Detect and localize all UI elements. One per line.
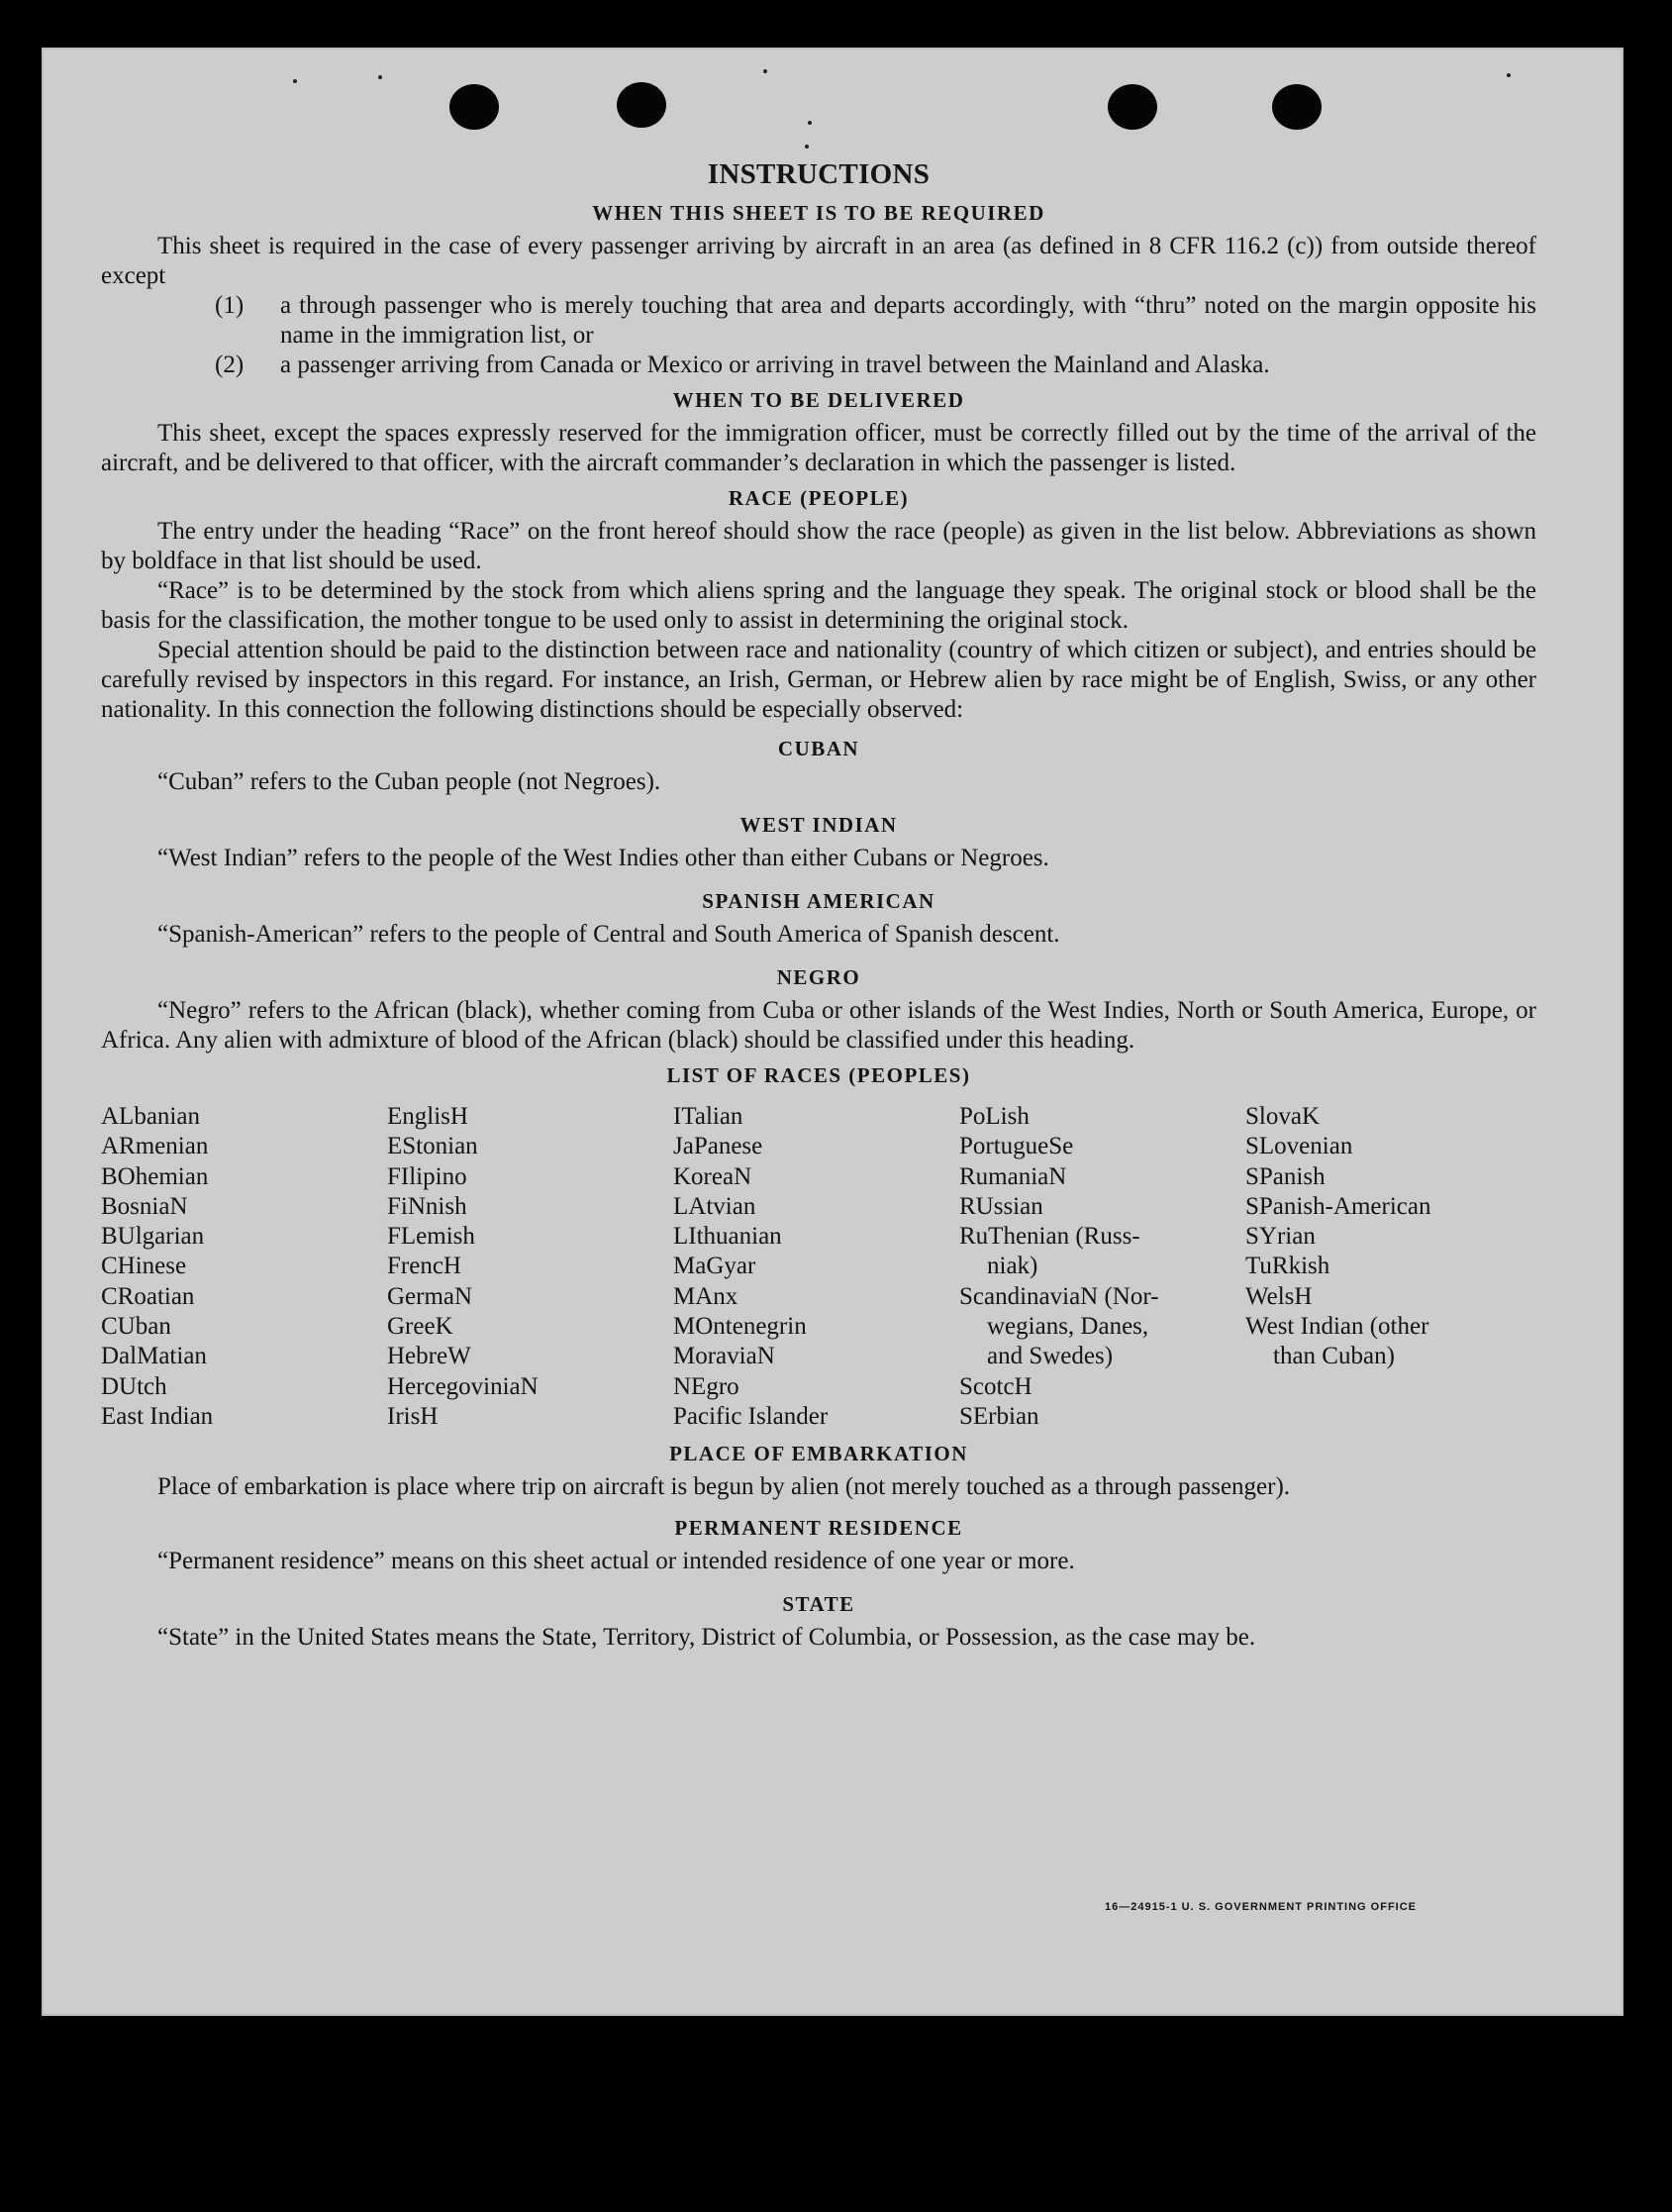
race-entry: DUtch (101, 1372, 167, 1400)
race-entry-continuation: and Swedes) (987, 1343, 1114, 1370)
race-entry-continuation: than Cuban) (1273, 1343, 1395, 1370)
race-entry: IrisH (387, 1402, 439, 1430)
race-entry: TuRkish (1245, 1253, 1330, 1280)
race-paragraph-2: “Race” is to be determined by the stock from which aliens spring and the language they speak. The original stock or blood shall be the basis for the classification, the mother tongue to be used only to assist in determining the original stock. (101, 577, 1536, 634)
dust-speck (378, 75, 382, 79)
race-entry: NEgro (673, 1372, 739, 1400)
race-entry: FIlipino (387, 1162, 467, 1190)
race-entry-continuation: wegians, Danes, (987, 1313, 1149, 1341)
race-entry: ScandinaviaN (Nor- (959, 1282, 1159, 1310)
section-heading-state: STATE (782, 1592, 855, 1617)
race-column-1 (101, 1102, 387, 1432)
exception-item-1 (215, 291, 1536, 351)
race-entry: BosniaN (101, 1192, 188, 1220)
race-entry: SYrian (1245, 1223, 1316, 1251)
race-entry: SErbian (959, 1402, 1039, 1430)
race-entry: FLemish (387, 1223, 475, 1251)
dust-speck (293, 79, 297, 83)
race-entry: LAtvian (673, 1192, 756, 1220)
punch-hole-4 (1272, 84, 1322, 130)
race-entry: BOhemian (101, 1162, 209, 1190)
dust-speck (805, 145, 809, 149)
race-entry: PoLish (959, 1103, 1030, 1130)
exception-text: a through passenger who is merely touching that area and departs accordingly, with “thru” noted on the margin opposite his name in the immigration list, or (280, 292, 1536, 349)
race-entry: SLovenian (1245, 1133, 1353, 1160)
exception-text: a passenger arriving from Canada or Mexico or arriving in travel between the Mainland and Alaska. (280, 352, 1270, 378)
west-indian-text: “West Indian” refers to the people of the West Indies other than either Cubans or Negroes. (157, 845, 1049, 871)
race-entry: WelsH (1245, 1282, 1313, 1310)
dust-speck (1507, 73, 1511, 77)
race-entry-continuation: niak) (987, 1253, 1038, 1280)
race-column-5 (1245, 1102, 1531, 1432)
exception-number: (2) (215, 352, 245, 378)
section-heading-race: RACE (PEOPLE) (728, 486, 910, 510)
race-entry: PortugueSe (959, 1133, 1074, 1160)
race-entry: KoreaN (673, 1162, 752, 1190)
punch-hole-3 (1108, 84, 1157, 130)
race-list (101, 1102, 1536, 1432)
race-entry: GermaN (387, 1282, 473, 1310)
printer-imprint: 16—24915-1 U. S. GOVERNMENT PRINTING OFFICE (1105, 1901, 1418, 1913)
race-entry: FrencH (387, 1253, 461, 1280)
race-column-3 (673, 1102, 959, 1432)
race-paragraph-1: The entry under the heading “Race” on the front hereof should show the race (people) as given in the list below. Abbreviations as shown by boldface in that list should be used. (101, 518, 1536, 574)
exception-item-2 (215, 351, 1536, 380)
race-entry: JaPanese (673, 1133, 763, 1160)
race-entry: West Indian (other (1245, 1313, 1429, 1341)
race-entry: Pacific Islander (673, 1402, 829, 1430)
residence-text: “Permanent residence” means on this sheet actual or intended residence of one year or more. (157, 1548, 1075, 1575)
race-entry: LIthuanian (673, 1223, 782, 1251)
race-column-4 (959, 1102, 1245, 1432)
race-entry: HercegoviniaN (387, 1372, 539, 1400)
race-entry: SPanish (1245, 1162, 1326, 1190)
section-heading-required: WHEN THIS SHEET IS TO BE REQUIRED (592, 201, 1045, 225)
document-page (42, 48, 1623, 2016)
section-heading-cuban: CUBAN (777, 737, 860, 760)
race-entry: BUlgarian (101, 1223, 205, 1251)
race-entry: RUssian (959, 1192, 1043, 1220)
dust-speck (763, 69, 767, 73)
race-entry: CUban (101, 1313, 171, 1341)
race-column-2 (387, 1102, 673, 1432)
race-entry: MAnx (673, 1282, 738, 1310)
section-heading-delivered: WHEN TO BE DELIVERED (672, 388, 965, 412)
race-entry: FiNnish (387, 1192, 467, 1220)
punch-hole-2 (617, 82, 666, 128)
race-entry: GreeK (387, 1313, 453, 1341)
cuban-text: “Cuban” refers to the Cuban people (not Negroes). (157, 768, 661, 795)
race-entry: MoraviaN (673, 1343, 775, 1370)
race-entry: DalMatian (101, 1343, 207, 1370)
race-entry: EStonian (387, 1133, 478, 1160)
race-entry: East Indian (101, 1402, 214, 1430)
section-heading-residence: PERMANENT RESIDENCE (674, 1516, 963, 1541)
race-entry: CRoatian (101, 1282, 195, 1310)
exception-number: (1) (215, 292, 245, 319)
race-entry: MOntenegrin (673, 1313, 807, 1341)
race-entry: MaGyar (673, 1253, 756, 1280)
section-heading-west-indian: WEST INDIAN (739, 813, 898, 837)
race-entry: ITalian (673, 1103, 743, 1130)
race-entry: RumaniaN (959, 1162, 1067, 1190)
section-heading-spanish-american: SPANISH AMERICAN (702, 889, 935, 913)
state-text: “State” in the United States means the State, Territory, District of Columbia, or Possession, as the case may be. (157, 1624, 1256, 1652)
race-entry: RuThenian (Russ- (959, 1223, 1140, 1251)
race-entry: EnglisH (387, 1103, 468, 1130)
punch-hole-1 (449, 84, 499, 130)
race-entry: ScotcH (959, 1372, 1033, 1400)
section-heading-embarkation: PLACE OF EMBARKATION (669, 1442, 968, 1466)
required-intro: This sheet is required in the case of every passenger arriving by aircraft in an area (as defined in 8 CFR 116.2 (c)) from outside thereof except (101, 233, 1536, 289)
section-heading-negro: NEGRO (776, 965, 861, 989)
section-heading-race-list: LIST OF RACES (PEOPLES) (666, 1063, 971, 1087)
race-entry: SPanish-American (1245, 1192, 1431, 1220)
race-entry: ARmenian (101, 1133, 209, 1160)
dust-speck (808, 121, 812, 125)
delivered-text: This sheet, except the spaces expressly reserved for the immigration officer, must be correctly filled out by the time of the arrival of the aircraft, and be delivered to that officer, with the aircraft commander’s declaration in which the passenger is listed. (101, 420, 1536, 476)
negro-text: “Negro” refers to the African (black), whether coming from Cuba or other islands of the West Indies, North or South America, Europe, or Africa. Any alien with admixture of blood of the African (black) should be classified under this heading. (101, 997, 1536, 1054)
page-title: INSTRUCTIONS (707, 158, 931, 190)
race-entry: ALbanian (101, 1103, 200, 1130)
race-entry: HebreW (387, 1343, 471, 1370)
race-entry: CHinese (101, 1253, 187, 1280)
instructions-content (101, 158, 1536, 1653)
spanish-american-text: “Spanish-American” refers to the people of Central and South America of Spanish descent. (157, 921, 1060, 948)
race-paragraph-3: Special attention should be paid to the distinction between race and nationality (country of which citizen or subject), and entries should be carefully revised by inspectors in this regard. For instance, an Irish, German, or Hebrew alien by race might be of English, Swiss, or any other nationality. In this connection the following distinctions should be especially observed: (101, 637, 1536, 723)
race-entry: SlovaK (1245, 1103, 1320, 1130)
embarkation-text: Place of embarkation is place where trip on aircraft is begun by alien (not merely touched as a through passenger). (157, 1473, 1291, 1501)
